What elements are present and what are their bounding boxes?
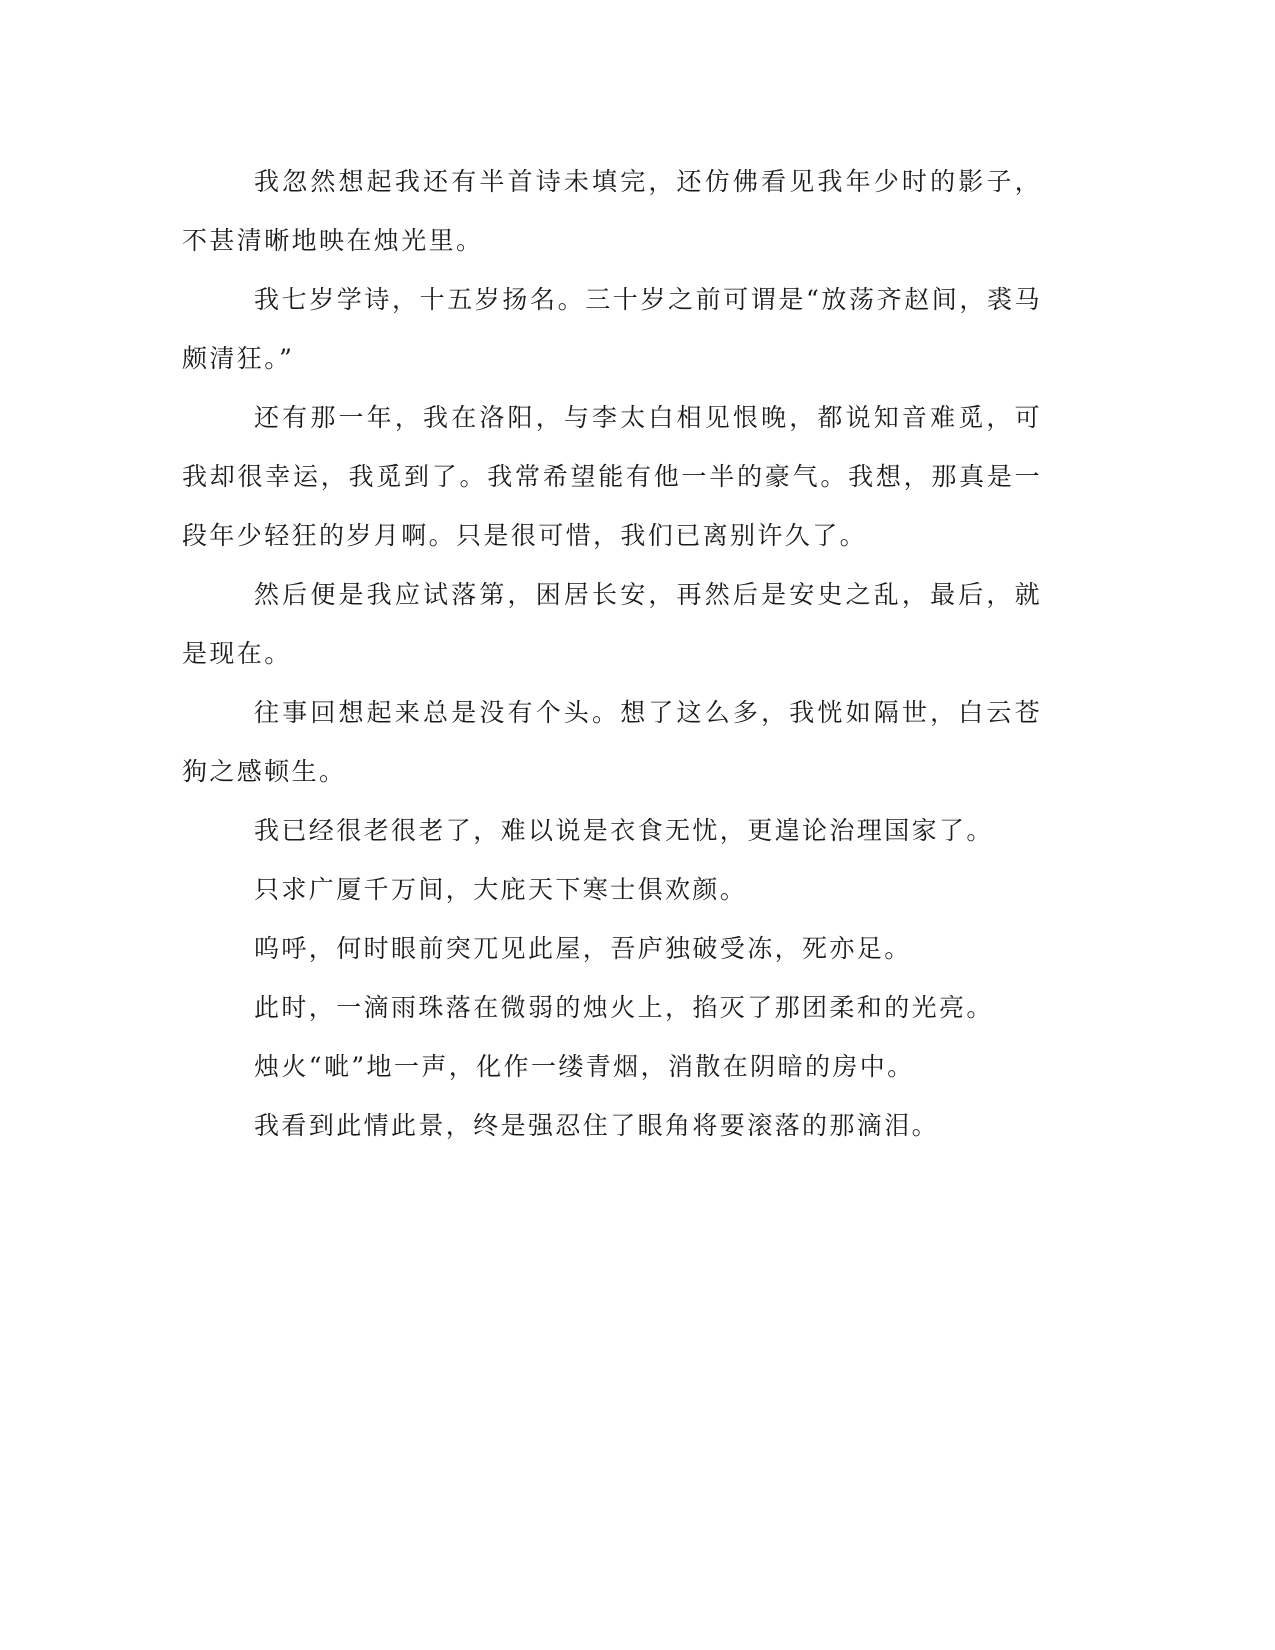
paragraph-1: 我忽然想起我还有半首诗未填完，还仿佛看见我年少时的影子，不甚清晰地映在烛光里。 bbox=[182, 167, 1042, 255]
paragraph-10: 烛火“呲”地一声，化作一缕青烟，消散在阴暗的房中。 bbox=[254, 1052, 915, 1081]
paragraph-9: 此时，一滴雨珠落在微弱的烛火上，掐灭了那团柔和的光亮。 bbox=[254, 993, 994, 1022]
paragraph-2: 我七岁学诗，十五岁扬名。三十岁之前可谓是“放荡齐赵间，裘马颇清狂。” bbox=[182, 285, 1042, 373]
paragraph-6: 我已经很老很老了，难以说是衣食无忧，更遑论治理国家了。 bbox=[254, 816, 994, 845]
paragraph-8: 呜呼，何时眼前突兀见此屋，吾庐独破受冻，死亦足。 bbox=[254, 934, 912, 963]
paragraph-4: 然后便是我应试落第，困居长安，再然后是安史之乱，最后，就是现在。 bbox=[182, 580, 1042, 668]
paragraph-11: 我看到此情此景，终是强忍住了眼角将要滚落的那滴泪。 bbox=[254, 1111, 940, 1140]
paragraph-3: 还有那一年，我在洛阳，与李太白相见恨晚，都说知音难觅，可我却很幸运，我觅到了。我常希望能有他一半的豪气。我想，那真是一段年少轻狂的岁月啊。只是很可惜，我们已离别许久了。 bbox=[182, 403, 1042, 550]
paragraph-7: 只求广厦千万间，大庇天下寒士俱欢颜。 bbox=[254, 875, 748, 904]
paragraph-5: 往事回想起来总是没有个头。想了这么多，我恍如隔世，白云苍狗之感顿生。 bbox=[182, 698, 1042, 786]
body-text bbox=[182, 152, 1042, 1155]
